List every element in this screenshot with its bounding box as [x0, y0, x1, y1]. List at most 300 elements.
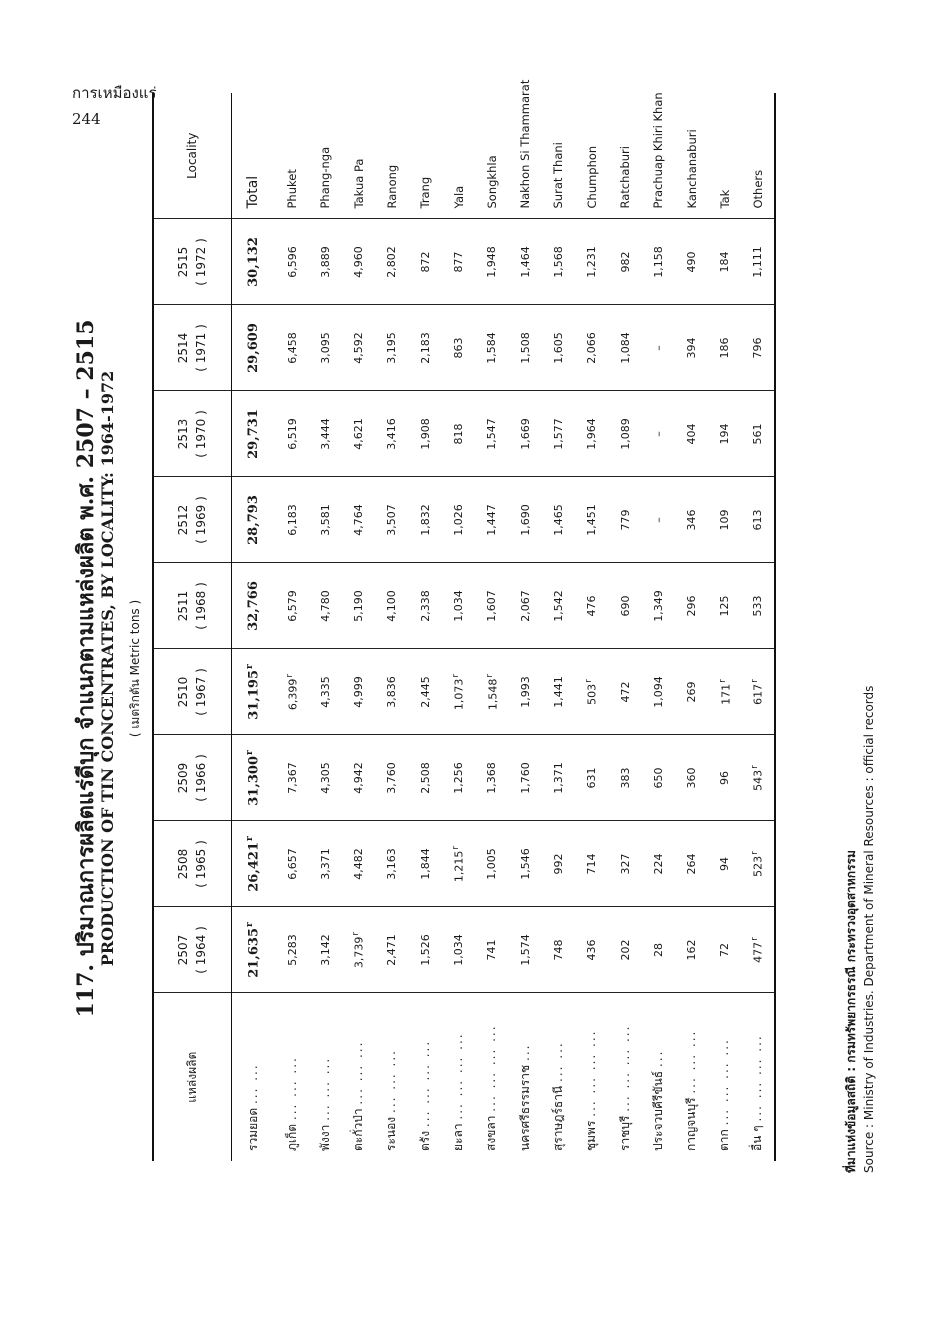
value-text: 992 [551, 853, 565, 875]
value-text: 404 [685, 423, 699, 445]
value-cell [409, 219, 442, 305]
value-cell [608, 219, 641, 305]
value-cell [442, 219, 475, 305]
header-year-thai: 2507 [176, 934, 191, 966]
value-cell [409, 907, 442, 993]
value-text: 4,942 [352, 762, 366, 794]
value-text: 2,508 [418, 762, 432, 794]
value-text: 6,183 [285, 504, 299, 536]
value-cell [409, 735, 442, 821]
value-text: 3,889 [318, 246, 332, 278]
value-text: 394 [685, 337, 699, 359]
value-cell [375, 735, 408, 821]
value-cell [675, 563, 708, 649]
table-row [442, 93, 475, 1161]
value-text: 1,256 [452, 762, 466, 794]
value-text: 3,095 [318, 332, 332, 364]
table-row [309, 93, 342, 1161]
value-text: 6,657 [285, 848, 299, 880]
table-title-english: PRODUCTION OF TIN CONCENTRATES, BY LOCALITY: 1964-1972 [98, 370, 117, 967]
locality-thai-cell [575, 993, 608, 1161]
header-year-english: ( 1964 ) [194, 926, 209, 974]
value-cell [508, 305, 541, 391]
value-cell [742, 305, 775, 391]
value-cell [275, 563, 308, 649]
table-row [542, 93, 575, 1161]
source-english: Source : Ministry of Industries. Department of Mineral Resources : official records [862, 685, 876, 1173]
value-cell [508, 219, 541, 305]
value-text: 863 [452, 337, 466, 359]
value-cell [708, 477, 741, 563]
leader-dots: ... ... ... ... [584, 1029, 599, 1117]
value-text: 1,964 [585, 418, 599, 450]
value-cell [275, 907, 308, 993]
table-header-row [153, 93, 231, 1161]
value-text: 269 [685, 681, 699, 703]
value-text: 1,451 [585, 504, 599, 536]
value-cell [642, 219, 675, 305]
value-text: 872 [418, 251, 432, 273]
locality-english-name: Chumphon [575, 93, 608, 219]
revised-mark: r [245, 750, 256, 755]
value-cell [542, 219, 575, 305]
value-cell [742, 821, 775, 907]
value-cell [675, 735, 708, 821]
value-text: 186 [718, 337, 732, 359]
value-text: 533 [751, 595, 765, 617]
value-cell [475, 563, 508, 649]
value-cell [542, 477, 575, 563]
value-text: 796 [751, 337, 765, 359]
value-cell [708, 219, 741, 305]
locality-english-name: Others [742, 93, 775, 219]
value-text: 4,482 [352, 848, 366, 880]
header-year-thai: 2511 [176, 590, 191, 622]
value-cell [231, 821, 275, 907]
value-cell [742, 391, 775, 477]
header-year-english: ( 1971 ) [194, 324, 209, 372]
value-cell [409, 563, 442, 649]
value-cell [375, 907, 408, 993]
value-text: 877 [452, 251, 466, 273]
value-text: 1,465 [551, 504, 565, 536]
source-thai: ที่มาแห่งข้อมูลสถิติ : กรมทรัพยากรธรณี กระทรวงอุตสาหกรรม [844, 850, 858, 1173]
value-cell [409, 391, 442, 477]
value-text: 1,568 [551, 246, 565, 278]
value-cell [442, 907, 475, 993]
value-text: 224 [651, 853, 665, 875]
locality-thai-cell [342, 993, 375, 1161]
value-cell [275, 305, 308, 391]
value-cell [231, 907, 275, 993]
locality-english-name: Kanchanaburi [675, 93, 708, 219]
value-cell [475, 821, 508, 907]
value-text: 346 [685, 509, 699, 531]
value-text: 96 [718, 771, 732, 785]
value-text: 1,371 [551, 762, 565, 794]
value-cell [742, 219, 775, 305]
value-cell [309, 821, 342, 907]
value-text: 1,094 [651, 676, 665, 708]
value-text: 1,111 [751, 246, 765, 278]
locality-thai-name: ประจวบคีรีขันธ์ [650, 1070, 665, 1151]
value-text: 4,999 [352, 676, 366, 708]
header-year [153, 821, 231, 907]
value-cell [442, 735, 475, 821]
value-text: 613 [751, 509, 765, 531]
value-cell [575, 907, 608, 993]
value-text: 21,635 [246, 928, 262, 978]
leader-dots: ... ... [245, 1063, 260, 1105]
leader-dots: ... ... ... ... [451, 1032, 466, 1120]
table-body [231, 79, 775, 1161]
value-text: 1,605 [551, 332, 565, 364]
value-cell [608, 391, 641, 477]
value-cell [608, 305, 641, 391]
value-text: 1,441 [551, 676, 565, 708]
value-cell [442, 649, 475, 735]
value-text: 383 [618, 767, 632, 789]
value-text: 1,690 [518, 504, 532, 536]
value-text: 7,367 [285, 762, 299, 794]
value-text: 264 [685, 853, 699, 875]
value-text: 490 [685, 251, 699, 273]
value-text: 1,526 [418, 934, 432, 966]
value-cell [642, 305, 675, 391]
revised-mark: r [484, 673, 495, 678]
value-cell [309, 391, 342, 477]
revised-mark: r [284, 673, 295, 678]
value-text: 3,163 [385, 848, 399, 880]
value-cell [608, 649, 641, 735]
value-cell [708, 649, 741, 735]
locality-thai-name: ชุมพร [584, 1120, 599, 1151]
table-row [508, 93, 541, 1161]
value-text: 6,596 [285, 246, 299, 278]
value-text: 6,579 [285, 590, 299, 622]
value-cell [442, 305, 475, 391]
value-cell [375, 563, 408, 649]
revised-mark: r [750, 851, 761, 855]
value-text: 1,464 [518, 246, 532, 278]
value-cell [475, 305, 508, 391]
table-row [675, 93, 708, 1161]
page-number: 244 [72, 110, 101, 128]
value-text: 26,421 [246, 842, 262, 892]
value-cell [231, 477, 275, 563]
header-year-english: ( 1968 ) [194, 582, 209, 630]
locality-english-name: Trang [409, 93, 442, 219]
table-row [475, 93, 508, 1161]
value-cell [575, 821, 608, 907]
value-cell [575, 477, 608, 563]
leader-dots: ... ... ... [351, 1040, 366, 1105]
locality-english-name: Total [231, 93, 275, 219]
value-cell [575, 391, 608, 477]
header-year [153, 735, 231, 821]
value-text: 2,183 [418, 332, 432, 364]
leader-dots: ... ... ... [317, 1056, 332, 1121]
locality-thai-name: สุราษฎร์ธานี [550, 1085, 565, 1151]
locality-english-name: Ranong [375, 93, 408, 219]
value-cell [275, 219, 308, 305]
locality-thai-cell [275, 993, 308, 1161]
value-text: 1,832 [418, 504, 432, 536]
value-text: 3,760 [385, 762, 399, 794]
locality-thai-cell [231, 993, 275, 1161]
locality-thai-cell [442, 993, 475, 1161]
value-text: 617 [752, 683, 766, 705]
locality-thai-name: ราชบุรี [617, 1115, 632, 1151]
value-cell [442, 563, 475, 649]
value-cell [642, 477, 675, 563]
value-text: 982 [618, 251, 632, 273]
value-cell [231, 391, 275, 477]
value-text: 1,669 [518, 418, 532, 450]
locality-english-name: Prachuap Khiri Khan [642, 93, 675, 219]
value-text: 296 [685, 595, 699, 617]
value-text: 1,034 [452, 934, 466, 966]
value-cell [608, 907, 641, 993]
table-row [231, 93, 275, 1161]
value-text: 4,592 [352, 332, 366, 364]
value-text: 2,802 [385, 246, 399, 278]
header-year [153, 219, 231, 305]
revised-mark: r [750, 765, 761, 769]
value-cell [575, 735, 608, 821]
value-cell [442, 391, 475, 477]
value-text: 4,780 [318, 590, 332, 622]
value-text: 3,371 [318, 848, 332, 880]
value-text: 1,577 [551, 418, 565, 450]
locality-thai-name: รวมยอด [245, 1107, 260, 1151]
locality-thai-cell [608, 993, 641, 1161]
value-text: 125 [718, 595, 732, 617]
revised-mark: r [451, 673, 462, 678]
value-text: 714 [585, 853, 599, 875]
value-cell [475, 649, 508, 735]
value-text: 194 [718, 423, 732, 445]
value-cell [542, 735, 575, 821]
locality-english-name: Ratchaburi [608, 93, 641, 219]
value-cell [508, 821, 541, 907]
revised-mark: r [245, 836, 256, 841]
table-title-thai: 117. ปริมาณการผลิตแร่ดีบุก จำแนกตามแหล่งผลิต พ.ศ. 2507 – 2515 [73, 319, 99, 1018]
value-cell [575, 563, 608, 649]
value-cell [575, 305, 608, 391]
value-text: 523 [752, 855, 766, 877]
value-text: 1,948 [485, 246, 499, 278]
value-text: 1,349 [651, 590, 665, 622]
leader-dots: ... ... ... ... [617, 1024, 632, 1112]
header-year-thai: 2515 [176, 246, 191, 278]
value-text: 202 [618, 939, 632, 961]
value-cell [475, 735, 508, 821]
locality-english-name: Yala [442, 93, 475, 219]
leader-dots: ... ... ... [284, 1056, 299, 1121]
value-cell [675, 391, 708, 477]
value-cell [231, 219, 275, 305]
header-year-english: ( 1972 ) [194, 238, 209, 286]
value-cell [342, 735, 375, 821]
value-text: 2,338 [418, 590, 432, 622]
locality-thai-cell [375, 993, 408, 1161]
value-text: 2,066 [585, 332, 599, 364]
header-year-thai: 2508 [176, 848, 191, 880]
locality-thai-cell [309, 993, 342, 1161]
value-cell [309, 305, 342, 391]
value-cell [708, 305, 741, 391]
value-text: 503 [586, 683, 600, 705]
leader-dots: ... ... ... ... [417, 1039, 432, 1128]
table-row [575, 93, 608, 1161]
value-text: 1,584 [485, 332, 499, 364]
locality-english-name: Surat Thani [542, 93, 575, 219]
header-year [153, 391, 231, 477]
leader-dots: ... ... [550, 1041, 565, 1082]
value-text: 476 [585, 595, 599, 617]
value-cell [642, 563, 675, 649]
value-cell [475, 907, 508, 993]
value-cell [708, 391, 741, 477]
value-cell [375, 391, 408, 477]
value-text: 29,731 [245, 409, 261, 459]
revised-mark: r [717, 679, 728, 683]
value-cell [475, 477, 508, 563]
value-text: 4,960 [352, 246, 366, 278]
value-text: 3,416 [385, 418, 399, 450]
value-text: 1,547 [485, 418, 499, 450]
value-cell [608, 563, 641, 649]
value-cell [309, 563, 342, 649]
locality-thai-cell [409, 993, 442, 1161]
locality-thai-name: ยะลา [451, 1123, 466, 1151]
value-text: 4,621 [352, 418, 366, 450]
value-cell [675, 649, 708, 735]
value-text: 4,100 [385, 590, 399, 622]
value-cell [542, 305, 575, 391]
value-text: 3,142 [318, 934, 332, 966]
value-cell [508, 907, 541, 993]
locality-english-name: Tak [708, 93, 741, 219]
value-cell [342, 821, 375, 907]
value-text: – [651, 517, 665, 523]
value-text: 1,574 [518, 934, 532, 966]
value-cell [642, 821, 675, 907]
value-cell [231, 563, 275, 649]
locality-english-name: Phang-nga [309, 93, 342, 219]
value-text: 690 [618, 595, 632, 617]
value-text: 2,471 [385, 934, 399, 966]
section-title: การเหมืองแร่ [72, 84, 157, 102]
header-year-thai: 2514 [176, 332, 191, 364]
value-cell [708, 907, 741, 993]
revised-mark: r [584, 679, 595, 683]
value-text: 1,447 [485, 504, 499, 536]
value-cell [608, 821, 641, 907]
value-text: 2,067 [518, 590, 532, 622]
revised-mark: r [750, 679, 761, 683]
value-cell [608, 477, 641, 563]
value-cell [508, 477, 541, 563]
value-cell [508, 391, 541, 477]
locality-thai-cell [542, 993, 575, 1161]
value-cell [275, 821, 308, 907]
value-text: 1,158 [651, 246, 665, 278]
value-cell [475, 219, 508, 305]
locality-english-name: Nakhon Si Thammarat [508, 93, 541, 219]
value-cell [275, 735, 308, 821]
value-cell [342, 305, 375, 391]
value-text: 1,508 [518, 332, 532, 364]
header-locality-thai: แหล่งผลิต [153, 993, 231, 1161]
value-text: 1,607 [485, 590, 499, 622]
value-cell [375, 649, 408, 735]
value-cell [742, 563, 775, 649]
value-cell [375, 821, 408, 907]
value-cell [342, 477, 375, 563]
value-text: 436 [585, 939, 599, 961]
value-cell [342, 391, 375, 477]
value-text: 3,444 [318, 418, 332, 450]
locality-thai-cell [642, 993, 675, 1161]
leader-dots: ... ... ... ... [484, 1024, 499, 1112]
value-cell [309, 219, 342, 305]
value-text: 2,445 [418, 676, 432, 708]
value-cell [231, 649, 275, 735]
header-year-thai: 2512 [176, 504, 191, 536]
value-cell [342, 219, 375, 305]
value-text: 561 [751, 423, 765, 445]
header-year-english: ( 1966 ) [194, 754, 209, 802]
value-text: 1,084 [618, 332, 632, 364]
table-row [708, 93, 741, 1161]
table-row [342, 93, 375, 1161]
value-cell [342, 649, 375, 735]
value-text: 741 [485, 939, 499, 961]
value-text: 6,519 [285, 418, 299, 450]
value-cell [375, 219, 408, 305]
value-cell [675, 219, 708, 305]
value-cell [642, 907, 675, 993]
value-cell [608, 735, 641, 821]
value-text: 28,793 [245, 495, 261, 545]
value-text: 5,283 [285, 934, 299, 966]
table-row [375, 93, 408, 1161]
leader-dots: ... ... ... ... [750, 1034, 765, 1122]
value-text: 4,335 [318, 676, 332, 708]
locality-thai-name: ระนอง [384, 1116, 399, 1151]
value-cell [409, 477, 442, 563]
header-year [153, 907, 231, 993]
value-cell [575, 649, 608, 735]
leader-dots: ... ... ... [384, 1049, 399, 1113]
value-text: 6,399 [286, 678, 300, 711]
value-text: 31,300 [246, 756, 262, 806]
value-cell [309, 649, 342, 735]
value-text: 6,458 [285, 332, 299, 364]
value-cell [409, 821, 442, 907]
value-text: 1,368 [485, 762, 499, 794]
locality-thai-name: ตาก [717, 1129, 732, 1151]
locality-thai-cell [708, 993, 741, 1161]
locality-thai-name: กาญจนบุรี [684, 1097, 699, 1151]
header-year-thai: 2509 [176, 762, 191, 794]
revised-mark: r [750, 937, 761, 941]
locality-english-name: Takua Pa [342, 93, 375, 219]
value-text: 3,836 [385, 676, 399, 708]
leader-dots: ... [517, 1043, 532, 1061]
